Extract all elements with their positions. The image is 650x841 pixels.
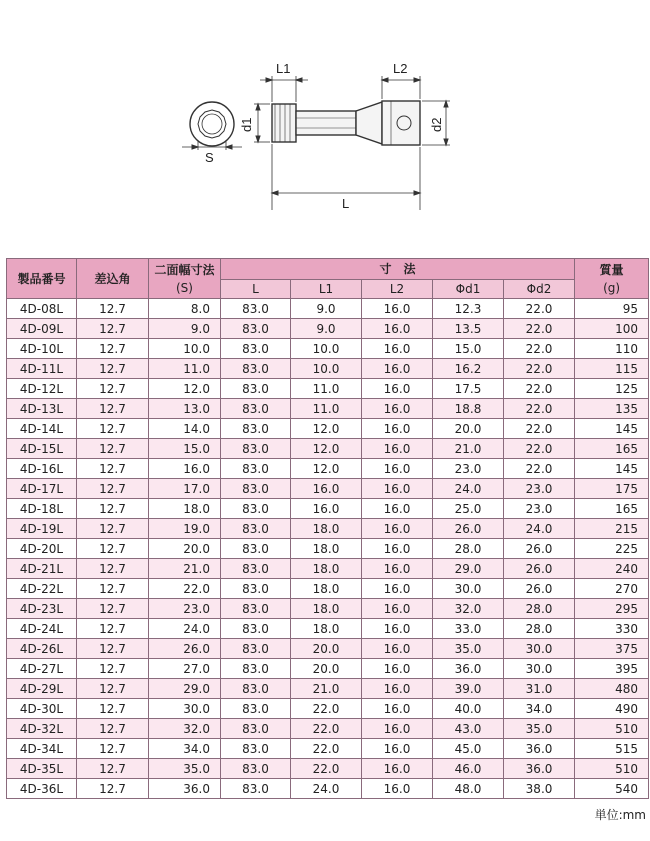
table-row [7, 559, 649, 579]
table-body [7, 299, 649, 799]
cell-width: 29.0 [149, 679, 221, 699]
cell-l1: 21.0 [291, 679, 362, 699]
cell-d2: 30.0 [504, 659, 575, 679]
cell-weight: 295 [575, 599, 649, 619]
cell-d2: 24.0 [504, 519, 575, 539]
cell-l2: 16.0 [362, 459, 433, 479]
table-row [7, 739, 649, 759]
cell-d1: 40.0 [433, 699, 504, 719]
cell-model: 4D-22L [7, 579, 77, 599]
cell-model: 4D-19L [7, 519, 77, 539]
cell-d2: 34.0 [504, 699, 575, 719]
cell-l1: 12.0 [291, 419, 362, 439]
cell-l: 83.0 [221, 739, 291, 759]
cell-d1: 18.8 [433, 399, 504, 419]
table-row [7, 699, 649, 719]
cell-d1: 32.0 [433, 599, 504, 619]
cell-l1: 18.0 [291, 519, 362, 539]
cell-d2: 22.0 [504, 339, 575, 359]
header-l2: L2 [362, 280, 433, 299]
cell-d1: 15.0 [433, 339, 504, 359]
cell-d2: 26.0 [504, 579, 575, 599]
cell-l2: 16.0 [362, 719, 433, 739]
cell-l1: 18.0 [291, 599, 362, 619]
cell-l2: 16.0 [362, 739, 433, 759]
cell-model: 4D-26L [7, 639, 77, 659]
cell-d1: 24.0 [433, 479, 504, 499]
cell-l: 83.0 [221, 619, 291, 639]
cell-weight: 540 [575, 779, 649, 799]
cell-d1: 20.0 [433, 419, 504, 439]
socket-shank [296, 111, 356, 135]
cell-d1: 21.0 [433, 439, 504, 459]
cell-drive: 12.7 [77, 699, 149, 719]
table-row [7, 679, 649, 699]
cell-d2: 22.0 [504, 319, 575, 339]
socket-square-drive [382, 101, 420, 145]
cell-weight: 145 [575, 419, 649, 439]
cell-l2: 16.0 [362, 339, 433, 359]
cell-drive: 12.7 [77, 399, 149, 419]
cell-l2: 16.0 [362, 579, 433, 599]
cell-l1: 18.0 [291, 579, 362, 599]
cell-d1: 30.0 [433, 579, 504, 599]
cell-l1: 11.0 [291, 399, 362, 419]
table-row [7, 619, 649, 639]
cell-l: 83.0 [221, 359, 291, 379]
s-label: S [205, 150, 214, 165]
cell-weight: 125 [575, 379, 649, 399]
unit-note: 単位:mm [594, 808, 646, 822]
cell-d1: 39.0 [433, 679, 504, 699]
cell-drive: 12.7 [77, 419, 149, 439]
cell-d2: 38.0 [504, 779, 575, 799]
cell-model: 4D-16L [7, 459, 77, 479]
cell-l2: 16.0 [362, 699, 433, 719]
cell-l: 83.0 [221, 639, 291, 659]
spec-table [6, 258, 649, 799]
cell-weight: 145 [575, 459, 649, 479]
cell-weight: 510 [575, 759, 649, 779]
table-row [7, 419, 649, 439]
table-row [7, 499, 649, 519]
cell-model: 4D-09L [7, 319, 77, 339]
cell-model: 4D-34L [7, 739, 77, 759]
cell-d1: 45.0 [433, 739, 504, 759]
cell-l: 83.0 [221, 779, 291, 799]
cell-weight: 165 [575, 499, 649, 519]
cell-d2: 22.0 [504, 299, 575, 319]
cell-l: 83.0 [221, 439, 291, 459]
table-row [7, 779, 649, 799]
header-dims: 寸 法 [221, 259, 575, 280]
cell-d1: 25.0 [433, 499, 504, 519]
cell-l: 83.0 [221, 299, 291, 319]
cell-l2: 16.0 [362, 679, 433, 699]
socket-drive-end [272, 104, 296, 142]
table-row [7, 399, 649, 419]
cell-d2: 22.0 [504, 439, 575, 459]
cell-drive: 12.7 [77, 619, 149, 639]
header-width-unit: (S) [176, 280, 193, 295]
cell-d2: 35.0 [504, 719, 575, 739]
cell-weight: 510 [575, 719, 649, 739]
cell-l: 83.0 [221, 379, 291, 399]
cell-l2: 16.0 [362, 479, 433, 499]
cell-model: 4D-12L [7, 379, 77, 399]
cell-l: 83.0 [221, 699, 291, 719]
cell-l: 83.0 [221, 319, 291, 339]
cell-width: 30.0 [149, 699, 221, 719]
cell-drive: 12.7 [77, 679, 149, 699]
cell-width: 13.0 [149, 399, 221, 419]
table-row [7, 719, 649, 739]
cell-drive: 12.7 [77, 519, 149, 539]
socket-taper [356, 102, 382, 144]
cell-model: 4D-08L [7, 299, 77, 319]
header-d2: Φd2 [504, 280, 575, 299]
cell-model: 4D-23L [7, 599, 77, 619]
cell-width: 10.0 [149, 339, 221, 359]
cell-d1: 26.0 [433, 519, 504, 539]
cell-d1: 29.0 [433, 559, 504, 579]
cell-weight: 175 [575, 479, 649, 499]
socket-end-view-outer [190, 102, 234, 146]
cell-l: 83.0 [221, 459, 291, 479]
cell-d2: 22.0 [504, 459, 575, 479]
cell-d2: 26.0 [504, 539, 575, 559]
cell-l1: 9.0 [291, 299, 362, 319]
cell-width: 17.0 [149, 479, 221, 499]
cell-model: 4D-17L [7, 479, 77, 499]
cell-drive: 12.7 [77, 559, 149, 579]
cell-width: 21.0 [149, 559, 221, 579]
cell-drive: 12.7 [77, 339, 149, 359]
cell-model: 4D-13L [7, 399, 77, 419]
cell-drive: 12.7 [77, 499, 149, 519]
table-row [7, 299, 649, 319]
cell-weight: 100 [575, 319, 649, 339]
cell-d2: 23.0 [504, 499, 575, 519]
table-row [7, 579, 649, 599]
cell-drive: 12.7 [77, 319, 149, 339]
cell-l1: 12.0 [291, 439, 362, 459]
cell-weight: 95 [575, 299, 649, 319]
table-row [7, 379, 649, 399]
cell-drive: 12.7 [77, 599, 149, 619]
table-row [7, 519, 649, 539]
header-weight-label: 質量 [599, 262, 624, 277]
cell-model: 4D-27L [7, 659, 77, 679]
cell-model: 4D-10L [7, 339, 77, 359]
table-row [7, 599, 649, 619]
cell-width: 35.0 [149, 759, 221, 779]
d2-label: d2 [429, 117, 444, 132]
cell-drive: 12.7 [77, 379, 149, 399]
cell-l: 83.0 [221, 519, 291, 539]
cell-drive: 12.7 [77, 779, 149, 799]
cell-l2: 16.0 [362, 559, 433, 579]
cell-d2: 28.0 [504, 619, 575, 639]
cell-weight: 215 [575, 519, 649, 539]
cell-l2: 16.0 [362, 379, 433, 399]
cell-l: 83.0 [221, 399, 291, 419]
cell-weight: 225 [575, 539, 649, 559]
cell-l2: 16.0 [362, 439, 433, 459]
cell-width: 9.0 [149, 319, 221, 339]
cell-l1: 22.0 [291, 739, 362, 759]
cell-d2: 28.0 [504, 599, 575, 619]
cell-d2: 26.0 [504, 559, 575, 579]
cell-weight: 110 [575, 339, 649, 359]
cell-d1: 17.5 [433, 379, 504, 399]
d1-label: d1 [239, 117, 254, 132]
header-d1: Φd1 [433, 280, 504, 299]
table-row [7, 759, 649, 779]
cell-model: 4D-20L [7, 539, 77, 559]
cell-d2: 22.0 [504, 419, 575, 439]
cell-l1: 16.0 [291, 499, 362, 519]
cell-l2: 16.0 [362, 639, 433, 659]
cell-l1: 18.0 [291, 539, 362, 559]
cell-l1: 22.0 [291, 759, 362, 779]
table-row [7, 339, 649, 359]
cell-l: 83.0 [221, 479, 291, 499]
l1-label: L1 [276, 61, 291, 76]
cell-l1: 12.0 [291, 459, 362, 479]
cell-drive: 12.7 [77, 359, 149, 379]
cell-d1: 35.0 [433, 639, 504, 659]
cell-width: 24.0 [149, 619, 221, 639]
cell-width: 36.0 [149, 779, 221, 799]
cell-d2: 36.0 [504, 759, 575, 779]
cell-model: 4D-35L [7, 759, 77, 779]
cell-d1: 16.2 [433, 359, 504, 379]
cell-width: 12.0 [149, 379, 221, 399]
cell-drive: 12.7 [77, 759, 149, 779]
cell-width: 23.0 [149, 599, 221, 619]
cell-width: 20.0 [149, 539, 221, 559]
cell-drive: 12.7 [77, 639, 149, 659]
cell-width: 11.0 [149, 359, 221, 379]
cell-l1: 16.0 [291, 479, 362, 499]
cell-width: 26.0 [149, 639, 221, 659]
l2-label: L2 [393, 61, 408, 76]
cell-l2: 16.0 [362, 399, 433, 419]
table-row [7, 359, 649, 379]
cell-width: 19.0 [149, 519, 221, 539]
cell-drive: 12.7 [77, 439, 149, 459]
cell-d1: 48.0 [433, 779, 504, 799]
cell-l: 83.0 [221, 659, 291, 679]
cell-weight: 395 [575, 659, 649, 679]
cell-d1: 23.0 [433, 459, 504, 479]
cell-model: 4D-15L [7, 439, 77, 459]
cell-d2: 36.0 [504, 739, 575, 759]
cell-d1: 46.0 [433, 759, 504, 779]
cell-weight: 330 [575, 619, 649, 639]
cell-width: 14.0 [149, 419, 221, 439]
cell-drive: 12.7 [77, 479, 149, 499]
cell-width: 27.0 [149, 659, 221, 679]
cell-width: 15.0 [149, 439, 221, 459]
cell-weight: 135 [575, 399, 649, 419]
cell-model: 4D-11L [7, 359, 77, 379]
table-header [7, 259, 649, 299]
cell-drive: 12.7 [77, 659, 149, 679]
header-l: L [221, 280, 291, 299]
cell-d1: 28.0 [433, 539, 504, 559]
cell-l1: 11.0 [291, 379, 362, 399]
cell-drive: 12.7 [77, 539, 149, 559]
cell-model: 4D-32L [7, 719, 77, 739]
table-row [7, 439, 649, 459]
cell-l1: 10.0 [291, 339, 362, 359]
cell-model: 4D-30L [7, 699, 77, 719]
cell-weight: 515 [575, 739, 649, 759]
l-label: L [342, 196, 350, 211]
cell-weight: 165 [575, 439, 649, 459]
header-width-label: 二面幅寸法 [154, 262, 215, 277]
header-drive: 差込角 [77, 259, 149, 299]
cell-d1: 43.0 [433, 719, 504, 739]
cell-l2: 16.0 [362, 519, 433, 539]
cell-l: 83.0 [221, 499, 291, 519]
cell-model: 4D-14L [7, 419, 77, 439]
cell-l2: 16.0 [362, 539, 433, 559]
cell-width: 22.0 [149, 579, 221, 599]
cell-l: 83.0 [221, 539, 291, 559]
cell-l1: 18.0 [291, 619, 362, 639]
cell-weight: 115 [575, 359, 649, 379]
header-weight-unit: (g) [603, 280, 621, 295]
cell-weight: 240 [575, 559, 649, 579]
table-row [7, 459, 649, 479]
cell-drive: 12.7 [77, 299, 149, 319]
cell-l: 83.0 [221, 719, 291, 739]
cell-drive: 12.7 [77, 459, 149, 479]
cell-l: 83.0 [221, 339, 291, 359]
cell-l2: 16.0 [362, 499, 433, 519]
cell-width: 32.0 [149, 719, 221, 739]
cell-drive: 12.7 [77, 739, 149, 759]
cell-weight: 375 [575, 639, 649, 659]
cell-l: 83.0 [221, 599, 291, 619]
cell-l: 83.0 [221, 419, 291, 439]
table-row [7, 319, 649, 339]
cell-l2: 16.0 [362, 759, 433, 779]
cell-d2: 22.0 [504, 399, 575, 419]
cell-l2: 16.0 [362, 659, 433, 679]
cell-d2: 23.0 [504, 479, 575, 499]
table-row [7, 479, 649, 499]
cell-l1: 10.0 [291, 359, 362, 379]
cell-l1: 20.0 [291, 639, 362, 659]
cell-d1: 13.5 [433, 319, 504, 339]
cell-l2: 16.0 [362, 319, 433, 339]
cell-l2: 16.0 [362, 779, 433, 799]
cell-l: 83.0 [221, 759, 291, 779]
table-row [7, 639, 649, 659]
table-row [7, 659, 649, 679]
cell-l1: 20.0 [291, 659, 362, 679]
cell-width: 18.0 [149, 499, 221, 519]
cell-model: 4D-21L [7, 559, 77, 579]
cell-d1: 36.0 [433, 659, 504, 679]
cell-l1: 24.0 [291, 779, 362, 799]
cell-l: 83.0 [221, 679, 291, 699]
cell-d2: 22.0 [504, 379, 575, 399]
cell-width: 34.0 [149, 739, 221, 759]
cell-d1: 12.3 [433, 299, 504, 319]
cell-drive: 12.7 [77, 579, 149, 599]
cell-model: 4D-18L [7, 499, 77, 519]
cell-width: 8.0 [149, 299, 221, 319]
cell-width: 16.0 [149, 459, 221, 479]
cell-model: 4D-24L [7, 619, 77, 639]
cell-l2: 16.0 [362, 619, 433, 639]
cell-l1: 22.0 [291, 699, 362, 719]
cell-d2: 30.0 [504, 639, 575, 659]
cell-l1: 9.0 [291, 319, 362, 339]
table-row [7, 539, 649, 559]
cell-l1: 18.0 [291, 559, 362, 579]
header-model: 製品番号 [7, 259, 77, 299]
cell-d2: 31.0 [504, 679, 575, 699]
cell-weight: 480 [575, 679, 649, 699]
cell-weight: 270 [575, 579, 649, 599]
header-width [149, 259, 221, 299]
cell-l2: 16.0 [362, 359, 433, 379]
cell-l: 83.0 [221, 579, 291, 599]
cell-l: 83.0 [221, 559, 291, 579]
socket-dimension-drawing [0, 0, 650, 250]
cell-l2: 16.0 [362, 599, 433, 619]
header-weight [575, 259, 649, 299]
cell-l2: 16.0 [362, 419, 433, 439]
cell-drive: 12.7 [77, 719, 149, 739]
cell-l1: 22.0 [291, 719, 362, 739]
cell-d2: 22.0 [504, 359, 575, 379]
cell-d1: 33.0 [433, 619, 504, 639]
cell-model: 4D-36L [7, 779, 77, 799]
cell-model: 4D-29L [7, 679, 77, 699]
header-l1: L1 [291, 280, 362, 299]
cell-weight: 490 [575, 699, 649, 719]
cell-l2: 16.0 [362, 299, 433, 319]
